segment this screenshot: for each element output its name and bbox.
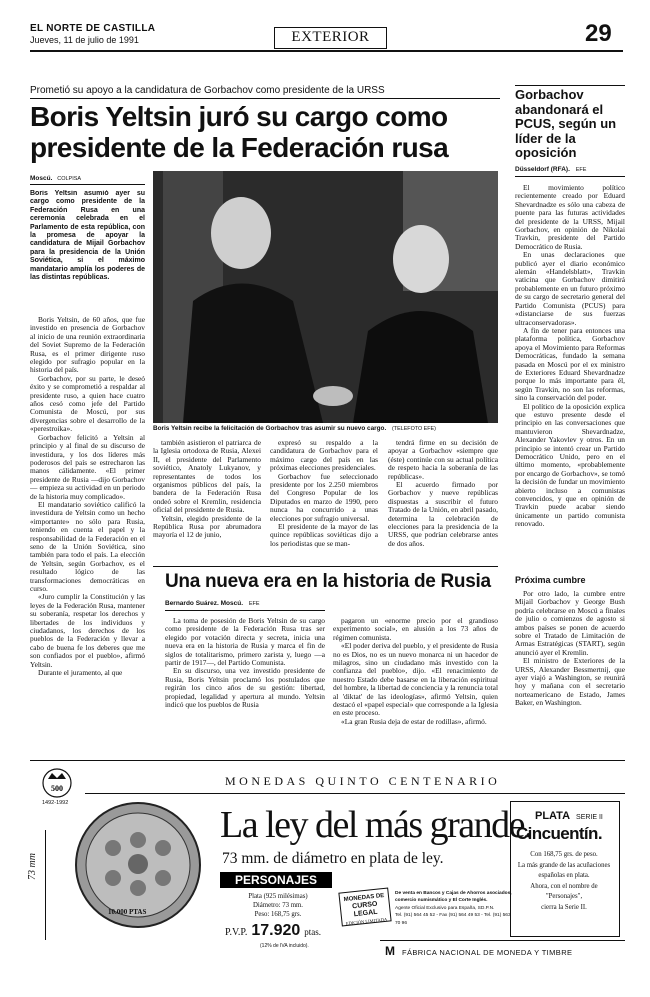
plata-row bbox=[535, 806, 603, 824]
fnmt-rule bbox=[380, 940, 625, 941]
main-column-2 bbox=[153, 439, 261, 561]
price-label: P.V.P. bbox=[225, 927, 248, 938]
paragraph: Boris Yeltsin, de 60 años, que fue investido en presencia de Gorbachov al inicio de una reunión extraordinaria del Soviet Supremo de la Federación Rusa, es el primer dirigente ruso elegido por sufragio popular en la historia del país. bbox=[30, 316, 145, 375]
ad-top-line: MONEDAS QUINTO CENTENARIO bbox=[225, 774, 501, 788]
ad-subline: 73 mm. de diámetro en plata de ley. bbox=[222, 850, 444, 867]
side-column bbox=[515, 184, 625, 568]
stamp-line: CURSO LEGAL bbox=[351, 900, 378, 919]
personajes-title: PERSONAJES bbox=[234, 873, 318, 887]
main-column-1 bbox=[30, 316, 145, 756]
legal-tender-stamp bbox=[338, 887, 391, 926]
side-headline: Gorbachov abandonará el PCUS, según un líder de la oposición bbox=[515, 87, 617, 160]
dimension-label: 73 mm bbox=[27, 853, 38, 880]
sale-line: comercio numismático y El Corte Inglés. bbox=[395, 898, 488, 904]
spec-line: Plata (925 milésimas) bbox=[248, 893, 308, 900]
paragraph: Durante el juramento, al que bbox=[38, 668, 123, 678]
second-column-2 bbox=[333, 617, 498, 747]
masthead-rule bbox=[30, 50, 623, 52]
right-panel-text bbox=[512, 850, 616, 913]
right-line: Con 168,75 grs. de peso. bbox=[530, 851, 598, 858]
caption-credit: (TELEFOTO EFE) bbox=[392, 426, 436, 432]
plata-label: PLATA bbox=[535, 810, 571, 822]
second-headline: Una nueva era en la historia de Rusia bbox=[165, 571, 491, 592]
paragraph: expresó su respaldo a la candidatura de Gorbachov para el máximo cargo del país en las próximas elecciones presidenciales. bbox=[270, 439, 378, 473]
issue-date: Jueves, 11 de julio de 1991 bbox=[30, 35, 139, 45]
byline-place: Moscú. bbox=[30, 175, 53, 182]
byline bbox=[30, 175, 81, 182]
side-byline-agency: EFE bbox=[575, 167, 587, 173]
coin-legend: 10.000 PTAS bbox=[108, 908, 147, 916]
byline-rule bbox=[30, 184, 145, 185]
main-column-3 bbox=[270, 439, 378, 561]
price-value: 17.920 bbox=[251, 922, 301, 939]
kicker: Prometió su apoyo a la candidatura de Gorbachov como presidente de la URSS bbox=[30, 85, 385, 96]
sale-line: Agente Oficial Exclusivo para España, SD.P.N. bbox=[395, 905, 495, 911]
ad-logo-seal bbox=[40, 765, 74, 799]
paragraph: Gorbachov felicitó a Yeltsin al principio y al final de su discurso de investidura, y los dos líderes más poderosos del país se estrecharon las manos cálidamente. «El primer presidente de Rusia —dijo Gorbachov— empieza su actividad en un periodo de la historia muy complicado». bbox=[30, 432, 145, 501]
paragraph: Yeltsin, elegido presidente de la República Rusa por abrumadora mayoría el 12 de junio, bbox=[153, 513, 261, 540]
right-line: cierra la Serie II. bbox=[541, 903, 587, 911]
dimension-line bbox=[45, 830, 46, 940]
cincuentin-title: Cincuentín. bbox=[516, 824, 602, 843]
section-title: EXTERIOR bbox=[291, 29, 370, 45]
paragraph: también asistieron el patriarca de la Iglesia ortodoxa de Rusia, Alexei II, el presidente del Parlamento soviético, Anatoly Lukyanov, y representantes de todos los organismos públicos del país, la bandera de la Federación Rusa ondeó sobre el Kremlin, residencia oficial del presidente de Rusia. bbox=[153, 439, 261, 515]
side-byline bbox=[515, 166, 586, 173]
paragraph: La toma de posesión de Boris Yeltsin de su cargo como presidente de la Federación Rusa tras ser elegido por votación directa y secreta, inicia una nueva era en la historia de Rusia y marca el fin de siglos de totalitarismo, primero zarista y, luego —a partir de 1917—, del Partido Comunista. bbox=[165, 617, 325, 668]
fnmt-name: FÁBRICA NACIONAL DE MONEDA Y TIMBRE bbox=[402, 948, 573, 957]
second-byline bbox=[165, 600, 260, 607]
sale-line: Tel. (91) 564 45 52 - Fax (91) 564 49 53 - Tel. (91) 563 70 96 bbox=[395, 913, 511, 926]
caption-text: Boris Yeltsin recibe la felicitación de Gorbachov tras asumir su nuevo cargo. bbox=[153, 425, 387, 432]
paragraph: «Juro cumplir la Constitución y las leyes de la Federación Rusa, mantener su soberanía, respetar los derechos y libertades de los individuos y ciudadanos, los derechos de los pueblos de la Federación y llevar a cabo de buena fe los deberes que me son confiados por el pueblo», afirmó Yeltsin. bbox=[30, 592, 145, 669]
paragraph: El político de la oposición explica que estuvo presente desde el principio en las conversaciones que mantuvieron Shevardnadze, Alexander Yakovlev y otros. En un principio se intentó crear un Partido Democrático Unido, pero en el último momento, «probablemente por encargo de Gorbachov», se tomó la decisión de fundar un movimiento abierto incluso a comunistas convencidos, y que en opinión de Travkin puede acabar siendo únicamente un partido comunista renovado. bbox=[515, 401, 625, 529]
headline-line-1: Boris Yeltsin juró su cargo como bbox=[30, 101, 448, 132]
ad-headline: La ley del más grande. bbox=[220, 804, 533, 846]
paragraph: Gorbachov, por su parte, le deseó éxito y se comprometió a respaldar al presidente ruso, a quien hace cuatro años cesó como jefe del Partido Comunista de Moscú, por sus divergencias sobre el desarrollo de la «perestroika». bbox=[30, 373, 145, 434]
side-top-rule bbox=[515, 85, 625, 86]
second-byline-rule bbox=[165, 610, 325, 611]
main-column-4 bbox=[388, 439, 498, 561]
spec-line: Peso: 168,75 grs. bbox=[254, 911, 302, 918]
second-column-1 bbox=[165, 617, 325, 747]
news-photo bbox=[153, 171, 498, 423]
paragraph: En su discurso, una vez investido presidente de Rusia, Boris Yeltsin proclamó los postulados que regirán los cinco años de su gestión: libertad, propiedad, legalidad y apertura al mundo. Yeltsin indicó que los pueblos de Rusia bbox=[165, 666, 325, 710]
ad-line-divider bbox=[85, 793, 625, 794]
paper-name: EL NORTE DE CASTILLA bbox=[30, 23, 156, 34]
stamp-line: EDICIÓN LIMITADA bbox=[345, 916, 388, 927]
price-row bbox=[225, 922, 345, 940]
paragraph: «La gran Rusia deja de estar de rodillas», afirmó. bbox=[341, 716, 487, 726]
lead-paragraph: Boris Yeltsin asumió ayer su cargo como presidente de la Federación Rusa en una ceremonia celebrada en el Parlamento de esta república, con la promesa de apoyar la candidatura de Mijail Gorbachov para la presidencia de la Unión Soviética, si el máximo mandatario amplía los poderes de las distintas repúblicas. bbox=[30, 190, 145, 282]
photo-caption bbox=[153, 425, 498, 432]
side-subhead: Próxima cumbre bbox=[515, 575, 586, 585]
side-byline-place: Düsseldorf (RFA). bbox=[515, 166, 570, 173]
paragraph: El mandatario soviético calificó la investidura de Yeltsin como un hecho «importante» no sólo para Rusia, teniendo en cuenta el papel y la responsabilidad de la Federación en el seno de la Unión Soviética, sino también para todo el país. La elección de Yeltsin, según Gorbachov, es el resultado lógico de las transformaciones democráticas en curso. bbox=[30, 499, 145, 593]
paragraph: El presidente de la mayor de las quince repúblicas soviéticas dijo a los periodistas que se man- bbox=[270, 522, 378, 548]
side-byline-rule bbox=[515, 176, 625, 177]
paragraph: «El poder deriva del pueblo, y el presidente de Rusia no es Dios, no es un nuevo monarca ni un hacedor de milagros, sino un ciudadano más investido con la confianza del pueblo», dijo. «El renacimiento de nuestro Estado debe basarse en la liberación espiritual del hombre, la libertad de conciencia y la renuncia total al 'diktat' de las ideologías», afirmó Yeltsin, quien destacó el «papel especial» que corresponde a la Iglesia en este proceso. bbox=[333, 641, 498, 718]
paragraph: tendrá firme en su decisión de apoyar a Gorbachov «siempre que (éste) continúe con su actual política de respeto hacia la soberanía de las repúblicas». bbox=[388, 439, 498, 481]
second-byline-agency: EFE bbox=[248, 601, 260, 607]
paragraph: Gorbachov fue seleccionado presidente por los 2.250 miembros del Congreso Popular de los Diputados en marzo de 1990, pero nunca ha concurrido a unas elecciones por sufragio universal. bbox=[270, 471, 378, 523]
paragraph: El movimiento político recientemente creado por Eduard Shevardnadze es sólo una cabeza de puente para las futuras actividades del presidente de la URSS, Mijail Gorbachov, en opinión de Nikolai Travkin, presidente del Partido Democrático de Rusia. bbox=[515, 184, 625, 251]
ad-logo-years: 1492-1992 bbox=[42, 800, 69, 806]
second-byline-name: Bernardo Suárez. Moscú. bbox=[165, 600, 244, 607]
second-story-rule bbox=[153, 566, 498, 567]
right-line: españolas en plata. bbox=[538, 872, 590, 879]
paragraph: El acuerdo firmado por Gorbachov y nueve repúblicas dispuestas a suscribir el futuro Tratado de la Unión, en abril pasado, determina la celebración de elecciones para la presidencia de la URSS, que podrían celebrarse antes de dos años. bbox=[388, 480, 498, 548]
paragraph: pagaron un «enorme precio por el grandioso experimento social», en alusión a los 73 años de régimen comunista. bbox=[333, 617, 498, 642]
stamp-line: MONEDAS DE bbox=[343, 892, 385, 904]
right-line: La más grande de las acuñaciones bbox=[517, 861, 611, 869]
price-note: (12% de IVA incluido). bbox=[260, 943, 309, 949]
kicker-rule bbox=[30, 98, 500, 99]
crown-icon bbox=[40, 765, 74, 799]
series-label: SERIE II bbox=[576, 814, 603, 821]
side-column-2 bbox=[515, 590, 625, 750]
paragraph: Por otro lado, la cumbre entre Mijail Gorbachov y George Bush podría celebrarse en Moscú a finales de julio o comienzos de agosto si ambos países se ponen de acuerdo sobre el Tratado de Limitación de Armas Estratégicas (START), según anunció ayer el Kremlin. bbox=[515, 590, 625, 657]
price-unit: ptas. bbox=[304, 927, 322, 937]
page-number: 29 bbox=[585, 20, 612, 47]
paragraph: En unas declaraciones que publicó ayer el diario económico alemán «Handelsblatt», Travkin vaticina que Gorbachov dimitirá probablemente en un futuro próximo de su cargo de secretario general del Partido Comunista (PCUS) para «distanciarse de sus fuerzas ultraconservadoras». bbox=[515, 250, 625, 327]
ad-specs bbox=[228, 892, 328, 919]
fnmt-logo: M bbox=[385, 944, 395, 958]
main-lead-column bbox=[30, 190, 145, 308]
sale-info bbox=[395, 890, 515, 927]
right-line: "Personajes", bbox=[545, 893, 583, 900]
sale-line: De venta en Bancos y Cajas de Ahorros asociados, bbox=[395, 891, 512, 896]
right-line: Ahora, con el nombre de bbox=[530, 882, 598, 890]
ad-top-rule bbox=[30, 760, 625, 761]
headline-line-2: presidente de la Federación rusa bbox=[30, 132, 449, 163]
paragraph: A fin de tener para entonces una plataforma política, Gorbachov apoya el Movimiento para Reformas Democráticas, fundado la semana pasada en Moscú por el ex ministro de Exteriores Eduard Shevardnadze porque lo más importante para él, según Travkin, no son las reformas, sino la conservación del poder. bbox=[515, 325, 625, 403]
photo-illustration bbox=[153, 171, 498, 423]
svg-text:500: 500 bbox=[51, 784, 63, 793]
byline-agency: COLPISA bbox=[57, 176, 82, 182]
spec-line: Diámetro: 73 mm. bbox=[252, 902, 304, 909]
paragraph: El ministro de Exteriores de la URSS, Alexander Bessmertnij, que ayer viajó a Washington, se reunirá hoy y mañana con el secretario norteamericano de Estado, James Baker, en Washington. bbox=[515, 656, 625, 708]
